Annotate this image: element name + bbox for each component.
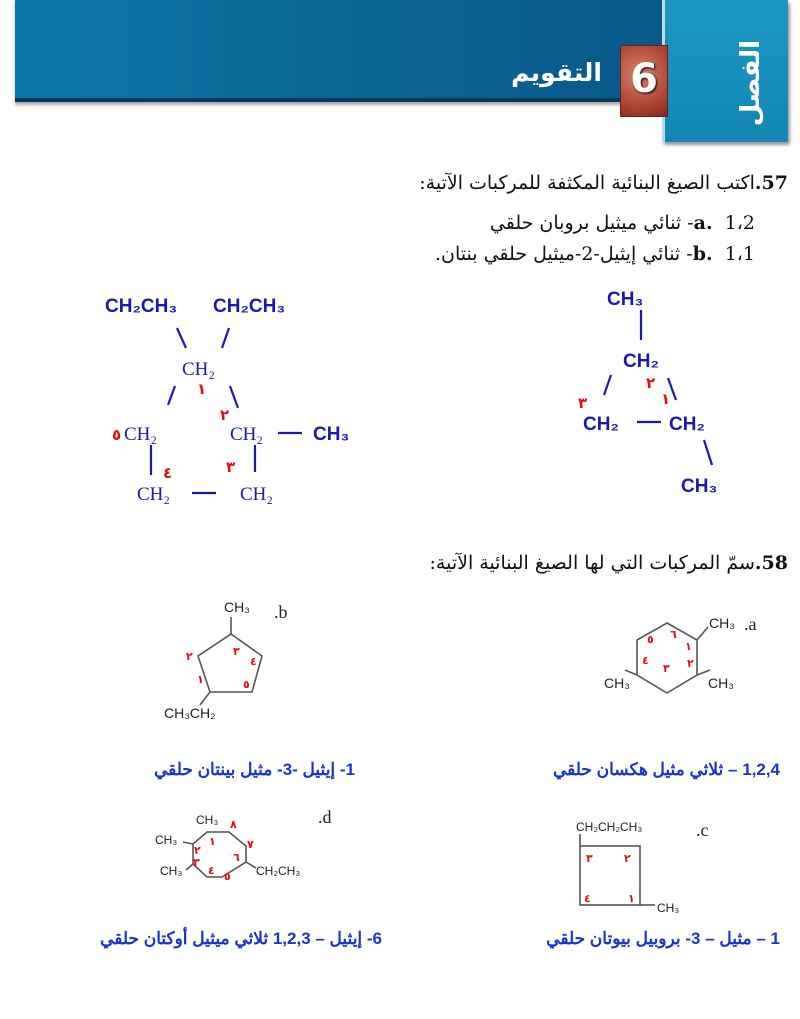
methyl-group: CH₃ — [196, 813, 219, 827]
carbon-number: ١ — [685, 640, 692, 653]
carbon-number: ٤ — [642, 654, 649, 667]
carbon-number: ١ — [661, 390, 671, 408]
methyl-group: CH₃ — [681, 476, 718, 497]
section-title: التقويم — [511, 58, 602, 87]
carbon-number: ٣ — [226, 458, 236, 476]
ethyl-group: CH₂CH₃ — [256, 864, 301, 878]
structure-57b — [105, 296, 349, 505]
carbon-group: CH₂ — [230, 424, 264, 445]
answer-58b: 1- إيثيل -3- مثيل بينتان حلقي — [153, 760, 355, 779]
carbon-number: ٤ — [163, 464, 173, 482]
answer-58c: 1 – مثيل – 3- بروبيل بيوتان حلقي — [546, 929, 780, 948]
methyl-group: CH₃ — [604, 675, 630, 691]
structure-58a — [604, 614, 757, 693]
carbon-number: ٦ — [670, 628, 677, 641]
question-prompt: سمّ المركبات التي لها الصيغ البنائية الآتية: — [429, 552, 755, 574]
methyl-group: CH₃ — [607, 289, 644, 310]
structure-58d — [155, 807, 332, 883]
carbon-number: ٥ — [224, 870, 231, 883]
carbon-number: ٣ — [578, 394, 588, 412]
bond — [186, 864, 193, 870]
carbon-group: CH₂ — [124, 424, 158, 445]
carbon-group: CH₂ — [623, 351, 659, 372]
item-label: .b — [274, 602, 288, 622]
bond — [168, 386, 175, 405]
bond — [604, 375, 611, 395]
carbon-number: ٤ — [584, 892, 591, 905]
carbon-number: ٤ — [208, 864, 215, 877]
methyl-group: CH₃ — [709, 615, 735, 631]
bond — [177, 328, 186, 348]
carbon-number: ٣ — [663, 662, 670, 675]
item-text: 1،2- ثنائي ميثيل بروبان حلقي — [489, 212, 755, 234]
carbon-number: ١ — [197, 380, 207, 398]
carbon-number: ١ — [628, 892, 635, 905]
chapter-tab-label: الفصل — [736, 40, 766, 127]
carbon-group: CH₂ — [240, 484, 274, 505]
carbon-number: ١ — [197, 673, 204, 686]
question-number: 58. — [754, 552, 788, 574]
methyl-group: CH₃ — [224, 599, 250, 615]
carbon-number: ٣ — [193, 856, 200, 869]
methyl-group: CH₃ — [708, 675, 734, 691]
carbon-number: ٢ — [624, 852, 631, 865]
question-number: 57. — [754, 172, 788, 194]
carbon-number: ٢ — [220, 406, 230, 424]
carbon-group: CH₂ — [669, 414, 705, 435]
propyl-group: CH₂CH₂CH₃ — [576, 820, 643, 834]
carbon-number: ٥ — [647, 633, 654, 646]
carbon-number: ٥ — [112, 426, 122, 444]
methyl-group: CH₃ — [155, 833, 178, 847]
bond — [222, 328, 229, 348]
bond — [183, 842, 193, 844]
item-letter: b. — [692, 243, 713, 265]
carbon-group: CH₂ — [583, 414, 619, 435]
item-label: .d — [318, 807, 332, 827]
structure-57a — [578, 289, 717, 497]
carbon-number: ١ — [209, 835, 216, 848]
item-text: 1،1- ثنائي إيثيل-2-ميثيل حلقي بنتان. — [435, 243, 755, 265]
item-label: .c — [696, 820, 709, 840]
chapter-number-badge: 6 — [620, 45, 668, 117]
question-prompt: اكتب الصيغ البنائية المكثفة للمركبات الآتية: — [419, 172, 755, 194]
ethyl-group: CH₃CH₂ — [164, 705, 216, 721]
carbon-number: ٤ — [250, 655, 257, 668]
carbon-number: ٢ — [646, 374, 656, 392]
bond — [230, 386, 238, 408]
bond — [697, 627, 708, 640]
bond — [200, 692, 210, 705]
item-label: .a — [744, 614, 757, 634]
methyl-group: CH₃ — [657, 901, 680, 915]
methyl-group: CH₃ — [313, 424, 350, 445]
bond — [246, 862, 256, 868]
carbon-group: CH₂ — [137, 484, 171, 505]
carbon-number: ٧ — [247, 838, 254, 851]
carbon-number: ٥ — [243, 678, 250, 691]
carbon-number: ٣ — [233, 645, 240, 658]
answer-58a: 1,2,4 – ثلاثي مثيل هكسان حلقي — [553, 760, 780, 779]
carbon-number: ٦ — [233, 851, 240, 864]
item-letter: a. — [693, 212, 713, 234]
carbon-group: CH₂ — [182, 359, 216, 380]
carbon-number: ٢ — [186, 650, 193, 663]
carbon-number: ٢ — [687, 657, 694, 670]
ethyl-group: CH₂CH₃ — [213, 296, 286, 317]
carbon-number: ٨ — [230, 818, 237, 831]
structure-58b — [164, 599, 288, 721]
methyl-group: CH₃ — [160, 864, 183, 878]
ethyl-group: CH₂CH₃ — [105, 296, 178, 317]
carbon-number: ٣ — [586, 852, 593, 865]
structure-58c — [576, 820, 709, 915]
bond — [704, 440, 712, 465]
answer-58d: 6- إيثيل – 1,2,3 ثلاثي ميثيل أوكتان حلقي — [100, 929, 382, 948]
carbon-number: ٢ — [194, 844, 201, 857]
